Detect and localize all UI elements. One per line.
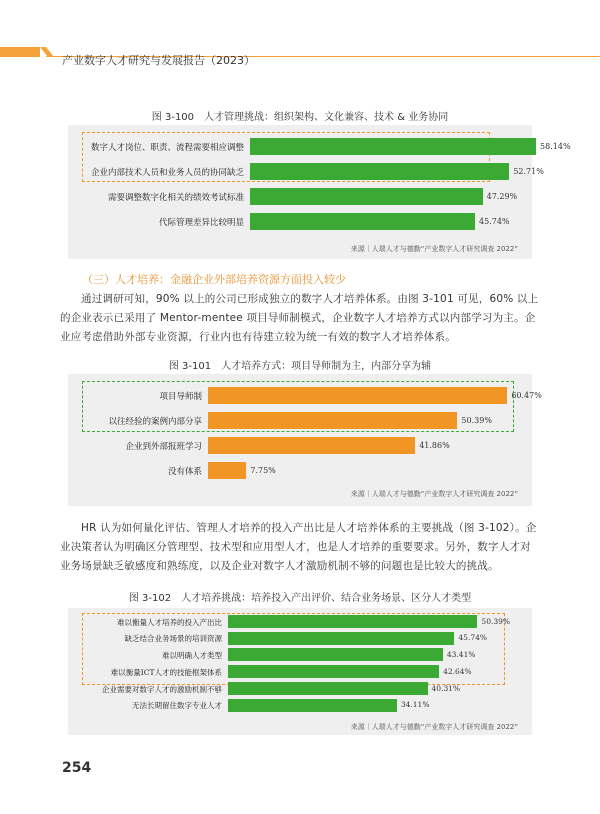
bar [250, 138, 536, 155]
bar [208, 462, 246, 479]
bar-label: 企业到外部报班学习 [125, 442, 202, 453]
bar-label: 没有体系 [167, 467, 202, 478]
bar-value-label: 40.31% [431, 683, 461, 693]
bar [208, 387, 507, 404]
body-paragraph-1: 通过调研可知，90% 以上的公司已形成独立的数字人才培养体系。由图 3-101 可见，60% 以上的企业表示已采用了 Mentor-mentee 项目导师制模式，企业数字人才培养方式以内部学习为主。企业应考虑借助外部专业资源，行业内也有待建立较为统一有效的数字人才培养体系。 [60, 293, 539, 343]
bar [228, 632, 454, 645]
bar-label: 难以衡量人才培养的投入产出比 [117, 617, 222, 627]
bar-value-label: 47.29% [486, 191, 518, 201]
figure-source: 来源｜人瑞人才与德勤“产业数字人才研究调查 2022” [350, 245, 518, 253]
bar [228, 665, 439, 678]
bar-label: 数字人才岗位、职责、流程需要相应调整 [90, 143, 244, 154]
page-number: 254 [62, 760, 92, 776]
bar-value-label: 7.75% [250, 465, 276, 475]
bar [208, 437, 415, 454]
bar-value-label: 45.74% [458, 633, 488, 643]
bar-value-label: 42.64% [443, 666, 472, 676]
figure-3-101-chart [68, 374, 542, 506]
bar-value-label: 41.86% [419, 440, 450, 450]
bar [250, 213, 475, 230]
bar-label: 企业内部技术人员和业务人员的协同缺乏 [90, 168, 244, 179]
bar-label: 难以衡量ICT人才的技能框架体系 [110, 667, 222, 677]
bar-value-label: 58.14% [540, 141, 571, 151]
header-stripe-slant [40, 47, 54, 57]
figure-source: 来源｜人瑞人才与德勤“产业数字人才研究调查 2022” [350, 723, 518, 731]
header-left-stripe [0, 47, 40, 57]
body-paragraph-2: HR 认为如何量化评估、管理人才培养的投入产出比是人才培养体系的主要挑战（图 3-102）。企业决策者认为明确区分管理型、技术型和应用型人才，也是人才培养的重要要求。另外，数字人才对业务场景缺乏敏感度和熟练度，以及企业对数字人才激励机制不够的问题也是比较大的挑战。 [60, 522, 537, 572]
bar [208, 412, 457, 429]
bar [228, 699, 397, 712]
bar [228, 682, 428, 695]
bar-label: 企业需要对数字人才的激励机制不够 [102, 684, 222, 694]
bar [250, 163, 509, 180]
figure-3-102-title: 图 3-102 人才培养挑战：培养投入产出评价、结合业务场景、区分人才类型 [128, 593, 472, 604]
section-heading: （三）人才培养：金融企业外部培养资源方面投入较少 [82, 273, 346, 286]
bar-label: 难以明确人才类型 [162, 651, 222, 661]
bar-value-label: 50.39% [461, 415, 492, 425]
figure-3-100-chart [68, 125, 571, 259]
bar-label: 项目导师制 [159, 392, 202, 403]
figure-3-101-title: 图 3-101 人才培养方式：项目导师制为主，内部分享为辅 [168, 361, 432, 372]
bar-value-label: 50.39% [481, 616, 511, 626]
bar-label: 以往经验的案例内部分享 [108, 417, 202, 428]
bar-label: 代际管理差异比较明显 [158, 218, 244, 229]
bar [228, 648, 443, 661]
bar-label: 缺乏结合业务场景的培训资源 [124, 634, 222, 644]
bar-label: 需要调整数字化相关的绩效考试标准 [107, 193, 244, 204]
bar-value-label: 34.11% [400, 700, 430, 710]
bar [228, 615, 477, 628]
figure-3-100-title: 图 3-100 人才管理挑战：组织架构、文化兼容、技术 & 业务协同 [151, 112, 449, 123]
bar-value-label: 45.74% [479, 216, 510, 226]
figure-3-102-chart [68, 608, 532, 735]
figure-source: 来源｜人瑞人才与德勤“产业数字人才研究调查 2022” [350, 490, 518, 498]
running-header-title: 产业数字人才研究与发展报告（2023） [62, 54, 255, 67]
bar-value-label: 60.47% [511, 390, 542, 400]
bar-value-label: 52.71% [513, 166, 544, 176]
bar-value-label: 43.41% [446, 650, 476, 660]
bar [250, 188, 483, 205]
bar-label: 无法长期留住数字专业人才 [132, 701, 222, 711]
